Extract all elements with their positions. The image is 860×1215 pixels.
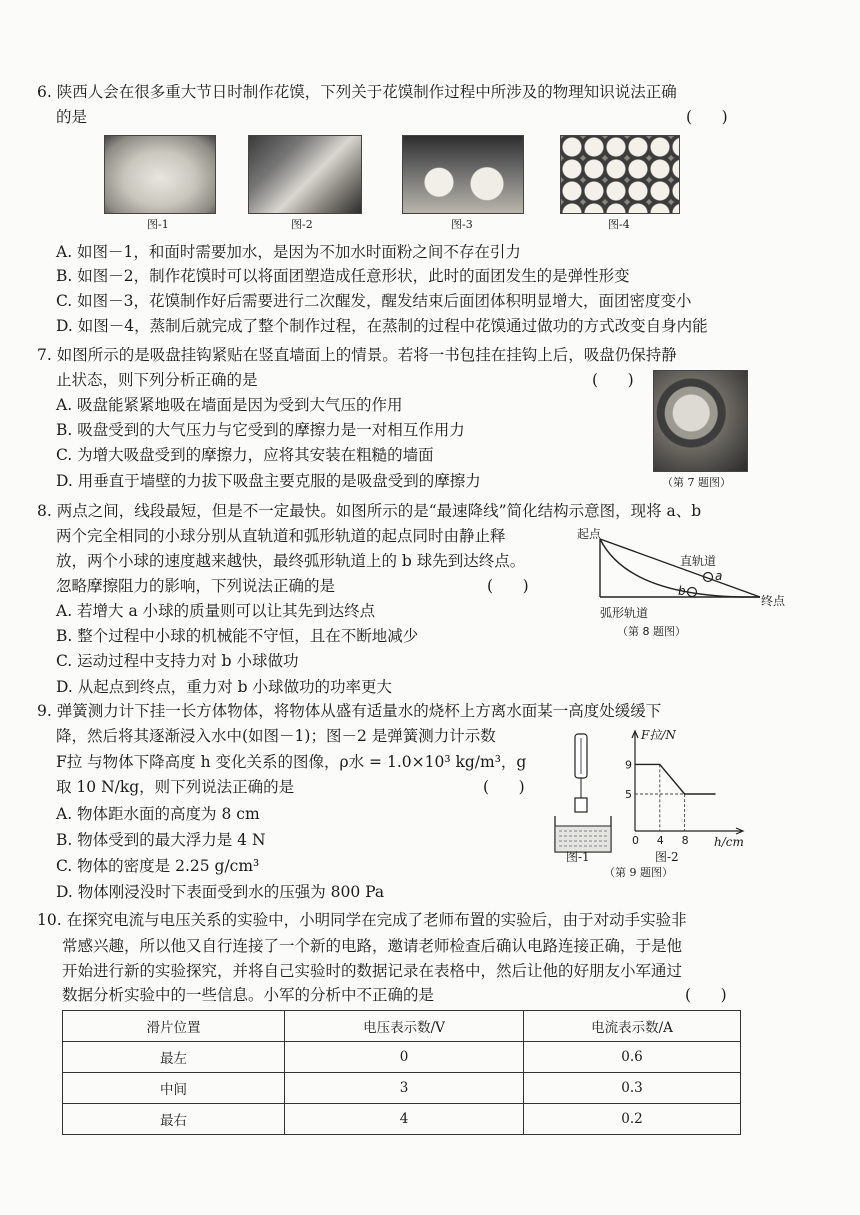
photo-suction-hook [653, 370, 748, 472]
photo-second-proofing [402, 135, 524, 214]
arc-track-label: 弧形轨道 [600, 606, 649, 620]
q8-stem-line4: 忽略摩擦阻力的影响，下列说法正确的是 [56, 577, 336, 595]
q8-option-b: B. 整个过程中小球的机械能不守恒，且在不断地减少 [56, 627, 419, 645]
q9-option-b: B. 物体受到的最大浮力是 4 N [56, 831, 266, 849]
table-row [63, 1073, 741, 1104]
q8-answer-bracket: ( ) [487, 577, 529, 595]
q10-stem-line2: 常感兴趣，所以他又自行连接了一个新的电路，邀请老师检查后确认电路连接正确，于是他 [62, 937, 683, 955]
q9-option-a: A. 物体距水面的高度为 8 cm [56, 805, 260, 823]
force-height-graph [622, 725, 750, 850]
cell-position: 最右 [63, 1104, 285, 1135]
header-voltage: 电压表示数/V [285, 1011, 524, 1042]
q7-answer-bracket: ( ) [592, 371, 634, 389]
q10-answer-bracket: ( ) [685, 986, 727, 1004]
cell-current: 0.3 [524, 1073, 741, 1104]
q6-figure-caption-2: 图-2 [291, 218, 313, 231]
cell-voltage: 0 [285, 1042, 524, 1073]
q10-stem-line4: 数据分析实验中的一些信息。小军的分析中不正确的是 [62, 986, 435, 1004]
q8-stem-line3: 放，两个小球的速度越来越快，最终弧形轨道上的 b 球先到达终点。 [56, 552, 526, 570]
q7-option-c: C. 为增大吸盘受到的摩擦力，应将其安装在粗糙的墙面 [56, 446, 434, 464]
water [556, 826, 611, 852]
q9-stem-line1: 9. 弹簧测力计下挂一长方体物体，将物体从盛有适量水的烧杯上方离水面某一高度处缓缓下 [37, 702, 662, 720]
q9-stem-line4: 取 10 N/kg，则下列说法正确的是 [56, 778, 295, 796]
brachistochrone-diagram [560, 525, 790, 645]
q7-option-d: D. 用垂直于墙壁的力拔下吸盘主要克服的是吸盘受到的摩擦力 [56, 472, 481, 490]
cell-position: 中间 [63, 1073, 285, 1104]
data-table [62, 1010, 741, 1135]
table-header-row [63, 1011, 741, 1042]
photo-steamed-buns [560, 135, 680, 214]
q6-option-c: C. 如图－3，花馍制作好后需要进行二次醒发，醒发结束后面团体积明显增大，面团密度变小 [56, 292, 692, 310]
straight-track-label: 直轨道 [680, 554, 717, 568]
q10-stem-line3: 开始进行新的实验探究，并将自己实验时的数据记录在表格中，然后让他的好朋友小军通过 [62, 962, 683, 980]
q9-answer-bracket: ( ) [483, 778, 525, 796]
q8-option-d: D. 从起点到终点，重力对 b 小球做功的功率更大 [56, 678, 393, 696]
q6-answer-bracket: ( ) [686, 108, 728, 126]
q7-stem-line2: 止状态，则下列分析正确的是 [56, 371, 258, 389]
q10-stem-line1: 10. 在探究电流与电压关系的实验中，小明同学在完成了老师布置的实验后，由于对动手实验非 [37, 911, 687, 929]
q7-figure-caption: （第 7 题图） [662, 476, 731, 489]
end-label: 终点 [761, 594, 786, 608]
q9-stem-line3: F拉 与物体下降高度 h 变化关系的图像，ρ水 = 1.0×10³ kg/m³，g [56, 753, 527, 771]
q8-option-c: C. 运动过程中支持力对 b 小球做功 [56, 652, 299, 670]
graph-y-label: F拉/N [641, 728, 676, 742]
x-tick-label: 8 [681, 834, 689, 847]
table-row [63, 1042, 741, 1073]
q8-stem-line1: 8. 两点之间，线段最短，但是不一定最快。如图所示的是“最速降线”简化结构示意图，现将 a、b [37, 502, 702, 520]
graph-x-label: h/cm [714, 835, 744, 849]
q9-option-d: D. 物体刚浸没时下表面受到水的压强为 800 Pa [56, 883, 385, 901]
q6-stem-line1: 6. 陕西人会在很多重大节日时制作花馍，下列关于花馍制作过程中所涉及的物理知识说法正确 [37, 83, 677, 101]
header-current: 电流表示数/A [524, 1011, 741, 1042]
y-tick-label: 9 [625, 758, 632, 772]
photo-dough-mixing [104, 135, 216, 214]
cell-voltage: 3 [285, 1073, 524, 1104]
x-tick-label: 0 [632, 834, 639, 847]
ball-b-label: b [678, 584, 686, 598]
q6-stem-line2: 的是 [56, 108, 88, 126]
q9-figure1-caption: 图-1 [566, 850, 590, 864]
ball-a-label: a [715, 569, 723, 583]
q6-option-b: B. 如图－2，制作花馍时可以将面团塑造成任意形状，此时的面团发生的是弹性形变 [56, 267, 630, 285]
y-tick-label: 5 [625, 788, 632, 801]
q9-stem-line2: 降，然后将其逐渐浸入水中(如图－1)；图－2 是弹簧测力计示数 [56, 727, 496, 745]
cell-current: 0.2 [524, 1104, 741, 1135]
table-row [63, 1104, 741, 1135]
q8-figure-caption: （第 8 题图） [617, 625, 686, 638]
q8-stem-line2: 两个完全相同的小球分别从直轨道和弧形轨道的起点同时由静止释 [56, 527, 506, 545]
q6-option-d: D. 如图－4，蒸制后就完成了整个制作过程，在蒸制的过程中花馍通过做功的方式改变自身内能 [56, 317, 708, 335]
q6-figure-caption-1: 图-1 [147, 218, 169, 231]
start-label: 起点 [577, 527, 602, 541]
q7-option-a: A. 吸盘能紧紧地吸在墙面是因为受到大气压的作用 [56, 396, 403, 414]
q8-option-a: A. 若增大 a 小球的质量则可以让其先到达终点 [56, 602, 376, 620]
cell-current: 0.6 [524, 1042, 741, 1073]
spring-scale-beaker-figure [545, 728, 620, 858]
q9-figure2-caption: 图-2 [655, 850, 679, 864]
hanging-block [575, 798, 587, 812]
q9-figure-caption: （第 9 题图） [604, 866, 673, 879]
x-tick-label: 4 [656, 834, 664, 847]
q6-figure-caption-4: 图-4 [608, 218, 630, 231]
cell-voltage: 4 [285, 1104, 524, 1135]
header-slider-position: 滑片位置 [63, 1011, 285, 1042]
force-series-line [635, 764, 716, 794]
q7-stem-line1: 7. 如图所示的是吸盘挂钩紧贴在竖直墙面上的情景。若将一书包挂在挂钩上后，吸盘仍保持静 [37, 346, 677, 364]
q6-figure-caption-3: 图-3 [451, 218, 473, 231]
q9-option-c: C. 物体的密度是 2.25 g/cm³ [56, 857, 260, 875]
photo-shaping-dough [248, 135, 362, 214]
cell-position: 最左 [63, 1042, 285, 1073]
q7-option-b: B. 吸盘受到的大气压力与它受到的摩擦力是一对相互作用力 [56, 421, 465, 439]
q6-option-a: A. 如图－1，和面时需要加水，是因为不加水时面粉之间不存在引力 [56, 243, 521, 261]
